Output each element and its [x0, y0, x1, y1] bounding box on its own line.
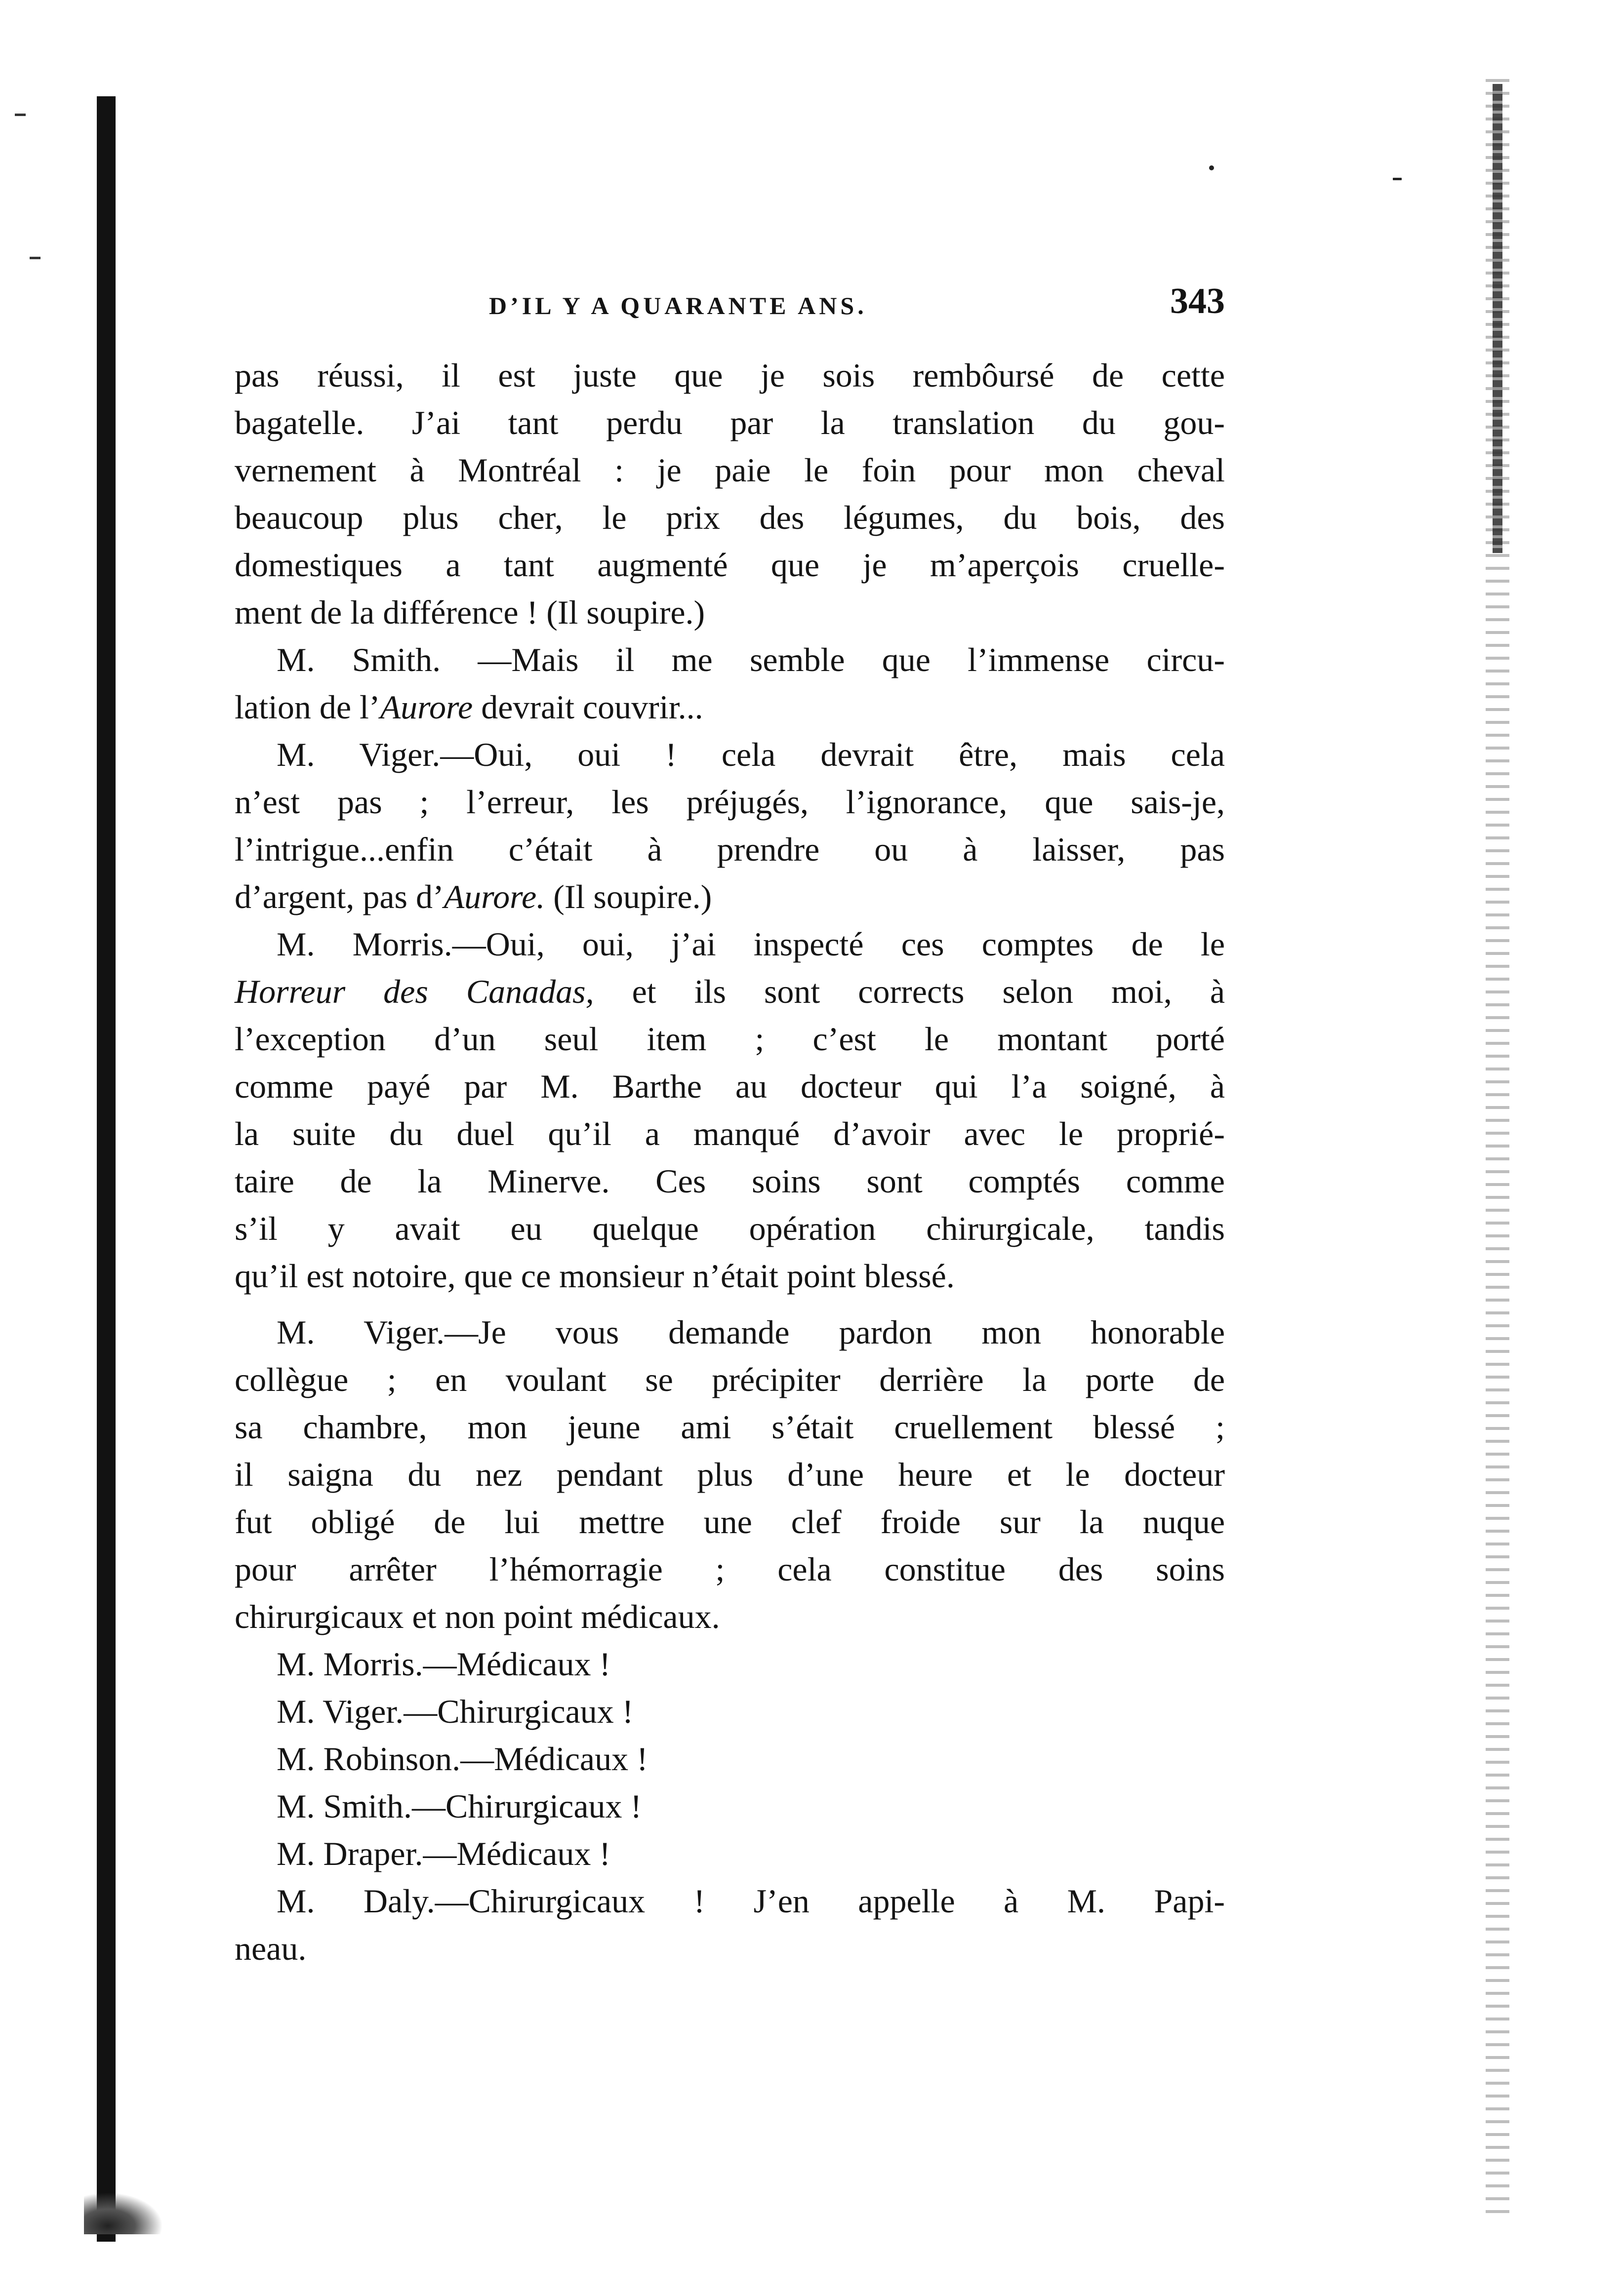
text-segment: lation de l’ [235, 688, 380, 726]
italic-title: Aurore. [444, 878, 545, 915]
scan-binding-shadow [84, 2192, 163, 2234]
scan-edge-noise-dark [1493, 84, 1502, 553]
body-text [235, 352, 1225, 1972]
text-line: pas réussi, il est juste que je sois rembôursé de cette [235, 356, 1225, 394]
text-line: M. Morris.—Médicaux ! [277, 1645, 611, 1683]
scan-binding-edge [97, 96, 116, 2242]
text-line: vernement à Montréal : je paie le foin pour mon cheval [235, 451, 1225, 489]
text-line: qu’il est notoire, que ce monsieur n’était point blessé. [235, 1257, 955, 1295]
text-segment: d’argent, pas d’ [235, 878, 444, 915]
text-line: n’est pas ; l’erreur, les préjugés, l’ignorance, que sais-je, [235, 783, 1225, 821]
text-line: l’exception d’un seul item ; c’est le montant porté [235, 1020, 1225, 1058]
italic-title: Aurore [380, 688, 473, 726]
text-segment: et ils sont corrects selon moi, à [594, 973, 1225, 1010]
running-title: D’IL Y A QUARANTE ANS. [489, 292, 867, 319]
text-line: il saigna du nez pendant plus d’une heure et le docteur [235, 1456, 1225, 1493]
text-line: l’intrigue...enfin c’était à prendre ou à laisser, pas [235, 831, 1225, 868]
text-line: taire de la Minerve. Ces soins sont comptés comme [235, 1162, 1225, 1200]
text-line: M. Morris.—Oui, oui, j’ai inspecté ces comptes de le [277, 925, 1225, 963]
text-segment: devrait couvrir... [473, 688, 703, 726]
text-line: beaucoup plus cher, le prix des légumes, du bois, des [235, 499, 1225, 536]
text-line: pour arrêter l’hémorragie ; cela constitue des soins [235, 1550, 1225, 1588]
text-line: M. Draper.—Médicaux ! [277, 1835, 611, 1872]
text-line: comme payé par M. Barthe au docteur qui l’a soigné, à [235, 1068, 1225, 1105]
scan-speck [1209, 165, 1214, 170]
text-line: M. Smith. —Mais il me semble que l’immense circu- [277, 641, 1225, 678]
text-line: bagatelle. J’ai tant perdu par la translation du gou- [235, 404, 1225, 441]
text-line: M. Robinson.—Médicaux ! [277, 1740, 648, 1778]
text-line: fut obligé de lui mettre une clef froide sur la nuque [235, 1503, 1225, 1541]
text-line: M. Smith.—Chirurgicaux ! [277, 1787, 642, 1825]
scan-mark [15, 114, 26, 116]
text-line [235, 873, 1225, 920]
text-line: M. Viger.—Chirurgicaux ! [277, 1693, 634, 1730]
text-line: M. Viger.—Oui, oui ! cela devrait être, mais cela [277, 736, 1225, 773]
text-line: chirurgicaux et non point médicaux. [235, 1598, 720, 1635]
text-line: M. Viger.—Je vous demande pardon mon honorable [277, 1313, 1225, 1351]
text-line: domestiques a tant augmenté que je m’aperçois cruelle- [235, 546, 1225, 584]
text-line: sa chambre, mon jeune ami s’était cruellement blessé ; [235, 1408, 1225, 1446]
text-line: collègue ; en voulant se précipiter derrière la porte de [235, 1361, 1225, 1398]
page-number: 343 [1170, 281, 1225, 321]
text-line: la suite du duel qu’il a manqué d’avoir avec le proprié- [235, 1115, 1225, 1152]
text-line: M. Daly.—Chirurgicaux ! J’en appelle à M. Papi- [277, 1882, 1225, 1920]
text-line [235, 968, 1225, 1015]
text-segment: (Il soupire.) [545, 878, 712, 915]
running-head [232, 280, 1225, 325]
text-line: neau. [235, 1930, 307, 1967]
italic-title: Horreur des Canadas, [235, 973, 594, 1010]
text-line [235, 683, 1225, 731]
text-line: s’il y avait eu quelque opération chirurgicale, tandis [235, 1210, 1225, 1247]
text-line: ment de la différence ! (Il soupire.) [235, 594, 705, 631]
scan-mark [30, 257, 40, 259]
scan-speck [1393, 178, 1402, 180]
